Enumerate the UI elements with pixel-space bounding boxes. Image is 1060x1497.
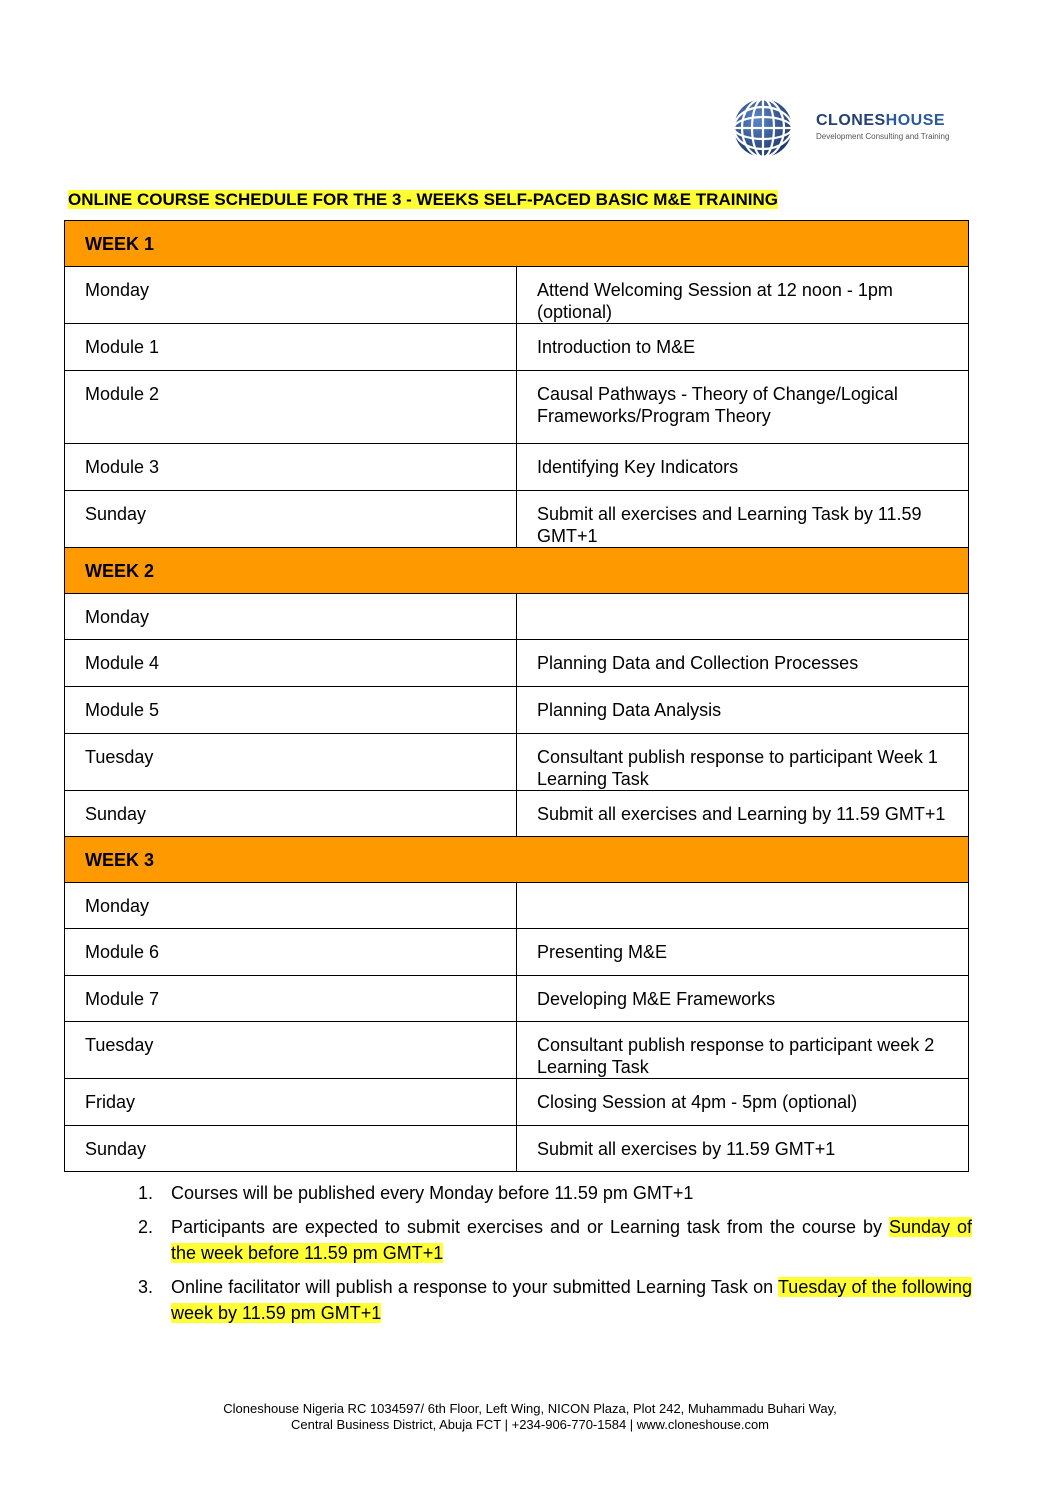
table-row: Module 7 Developing M&E Frameworks: [65, 976, 969, 1022]
table-row: Module 2 Causal Pathways - Theory of Change/Logical Frameworks/Program Theory: [65, 371, 969, 444]
page-title: ONLINE COURSE SCHEDULE FOR THE 3 - WEEKS SELF-PACED BASIC M&E TRAINING: [68, 190, 778, 209]
page-footer: [0, 1401, 1060, 1433]
table-row: Module 4 Planning Data and Collection Processes: [65, 640, 969, 687]
week-header-row: WEEK 3: [65, 837, 969, 883]
week-header-row: WEEK 2: [65, 548, 969, 594]
list-item: 3. Online facilitator will publish a response to your submitted Learning Task on Tuesday of the following week by 11.59 pm GMT+1: [138, 1277, 973, 1323]
table-row: Sunday Submit all exercises and Learning Task by 11.59 GMT+1: [65, 491, 969, 548]
table-row: Module 6 Presenting M&E: [65, 929, 969, 976]
table-row: Monday: [65, 883, 969, 929]
table-row: Friday Closing Session at 4pm - 5pm (optional): [65, 1079, 969, 1126]
table-row: Module 1 Introduction to M&E: [65, 324, 969, 371]
logo-tagline: Development Consulting and Training: [816, 132, 950, 141]
footer-contact: Central Business District, Abuja FCT | +234-906-770-1584 | www.cloneshouse.com: [291, 1417, 769, 1432]
table-row: Module 5 Planning Data Analysis: [65, 687, 969, 734]
notes-list: [138, 1180, 972, 1334]
highlighted-text: Sunday of the week before 11.59 pm GMT+1: [171, 1217, 972, 1263]
list-item: 1. Courses will be published every Monday before 11.59 pm GMT+1: [138, 1183, 694, 1203]
table-row: Tuesday Consultant publish response to participant Week 1 Learning Task: [65, 734, 969, 791]
highlighted-text: Tuesday of the following week by 11.59 pm GMT+1: [171, 1277, 973, 1323]
schedule-table: [64, 220, 969, 1172]
table-row: Monday: [65, 594, 969, 640]
table-row: Tuesday Consultant publish response to participant week 2 Learning Task: [65, 1022, 969, 1079]
table-row: Sunday Submit all exercises and Learning by 11.59 GMT+1: [65, 791, 969, 837]
table-row: Monday Attend Welcoming Session at 12 noon - 1pm (optional): [65, 267, 969, 324]
globe-icon: [730, 96, 796, 160]
footer-address: Cloneshouse Nigeria RC 1034597/ 6th Floor, Left Wing, NICON Plaza, Plot 242, Muhammadu Buhari Way,: [223, 1401, 837, 1416]
week-header-row: WEEK 1: [65, 221, 969, 267]
logo-wordmark: CLONESHOUSE: [816, 112, 946, 129]
list-item: 2. Participants are expected to submit exercises and or Learning task from the course by Sunday of the week before 11.59 pm GMT+1: [138, 1217, 972, 1263]
table-row: Module 3 Identifying Key Indicators: [65, 444, 969, 491]
company-logo: [730, 96, 970, 160]
table-row: Sunday Submit all exercises by 11.59 GMT+1: [65, 1126, 969, 1172]
